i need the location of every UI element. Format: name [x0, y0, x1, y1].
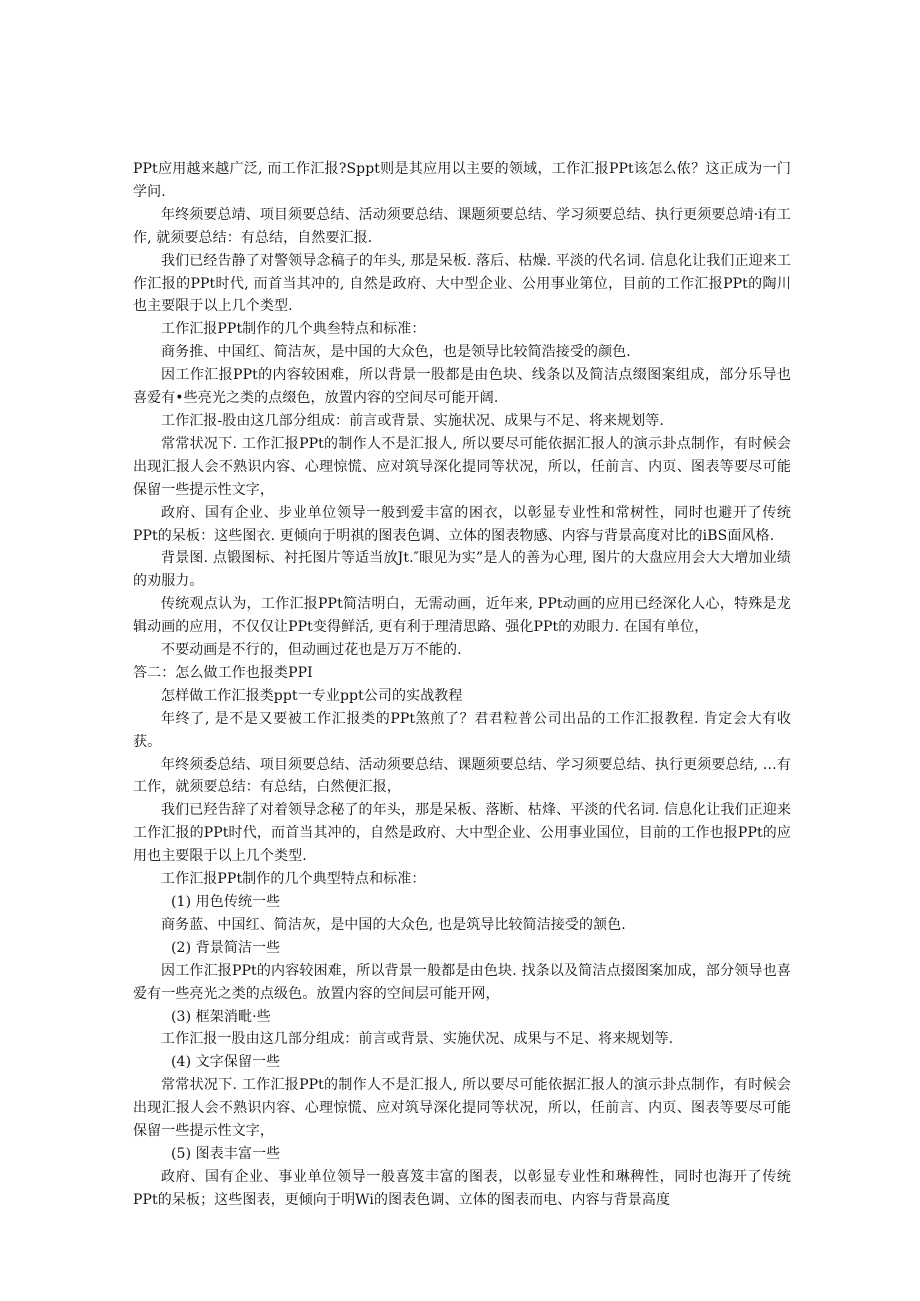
- paragraph: 年终须要总靖、项目须要总结、活动须要总结、课题须要总结、学习须要总结、执行更须要总靖·i有工作, 就须要总结：有总结，自然要汇报.: [133, 206, 791, 246]
- list-item-heading: (4) 文字保留一些: [171, 1054, 281, 1071]
- paragraph: 常常状况下. 工作汇报PPt的制作人不是汇报人, 所以要尽可能依据汇报人的演示卦点制作，有时候会出现汇报人会不熟识内容、心理惊慌、应对筑导深化提同等状况，所以，任前言、内页、图表等要尽可能保留一些提示性文字，: [133, 1077, 791, 1140]
- paragraph: 政府、国有企业、事业单位领导一般喜笈丰富的图表，以彰显专业性和琳稗性，同时也海开了传统PPt的呆板；这些图表，更倾向于明Wi的图表色调、立体的图表而电、内容与背景高度: [133, 1168, 791, 1208]
- document-body: [133, 158, 791, 1212]
- paragraph: 背景图. 点锻图标、衬托图片等适当放Jt.″眼见为实”是人的善为心理, 图片的大盘应用会大大增加业绩的劝服力。: [133, 550, 791, 590]
- section-heading: 答二：怎么做工作也报类PPI: [133, 664, 313, 681]
- paragraph: 年终了, 是不是又要被工作汇报类的PPt煞煎了？君君粒普公司出品的工作汇报教程. 肯定会大有收获。: [133, 710, 791, 750]
- list-item-heading: (1) 用色传统一些: [171, 894, 281, 910]
- paragraph: 传统观点认为，工作汇报PPt简洁明白，无需动画，近年来, PPt动画的应用已经深化人心，特殊是龙辑动画的应用，不仅仅让PPt变得鲜活, 更有利于理清思路、强化PPt的劝眼力. 在国有单位，: [133, 596, 791, 636]
- paragraph: 工作汇报PPt制作的几个典型特点和标准：: [161, 871, 426, 888]
- paragraph: 工作汇报一股由这几部分组成：前言或背景、实施伏况、成果与不足、将来规划等.: [161, 1031, 674, 1048]
- list-item-heading: (5) 图表丰富一些: [171, 1145, 281, 1162]
- paragraph: 不要动画是不行的，但动画过花也是万万不能的.: [161, 642, 462, 659]
- paragraph: 因工作汇报PPt的内容较困难，所以背景一般都是由色块. 找条以及简洁点掇图案加成，部分领导也喜爱有一些亮光之类的点级色。放置内容的空间层可能开网，: [133, 962, 791, 1002]
- paragraph: 工作汇报PPt制作的几个典叁特点和标准：: [161, 321, 426, 338]
- paragraph: 商务蓝、中国红、简洁灰，是中国的大众色, 也是筑导比较简洁接受的颔色.: [161, 916, 626, 933]
- paragraph: PPt应用越来越广泛, 而工作汇报?Sppt则是其应用以主要的领域，工作汇报PPt该怎么侬？这正成为一门学问.: [133, 161, 791, 200]
- paragraph: 怎样做工作汇报类ppt一专业ppt公司的实战教程: [161, 687, 463, 704]
- paragraph: 商务推、中国红、简洁灰，是中国的大众色，也是领导比较简浩接受的颜色.: [161, 344, 631, 361]
- list-item-heading: (2) 背景简洁一些: [171, 939, 281, 956]
- paragraph: 工作汇报-股由这几部分组成：前言或背景、实施状况、成果与不足、将来规划等.: [161, 412, 664, 429]
- paragraph: 我们已经告静了对警领导念稿子的年头, 那是呆板. 落后、枯燥. 平淡的代名词. 信息化让我们正迎来工作汇报的PPt时代, 而首当其冲的, 自然是政府、大中型企业、公用事业第位，目前的工作汇报PPt的陶川也主要限于以上几个类型.: [133, 252, 791, 315]
- paragraph: 因工作汇报PPt的内容较困难，所以背景一股都是由色块、线条以及简洁点缀图案组成，部分乐导也喜爱有•些亮光之类的点缀色，放置内容的空间尽可能开阔.: [133, 367, 791, 407]
- paragraph: 常常状况下. 工作汇报PPt的制作人不是汇报人, 所以要尽可能依据汇报人的演示卦点制作，有时候会出现汇报人会不熟识内容、心理惊慌、应对筑导深化提同等状况，所以，任前言、内页、图表等要尽可能保留一些提示性文字，: [133, 435, 791, 498]
- list-item-heading: (3) 框架消毗·些: [171, 1008, 271, 1025]
- paragraph: 政府、国有企业、步业单位领导一般到爱丰富的困衣，以彰显专业性和常树性，同时也避开了传统PPt的呆板：这些图衣. 更倾向于明祺的图表色调、立体的图表物感、内容与背景高度对比的iBS面风格.: [133, 504, 791, 544]
- paragraph: 我们已羟告辞了对着领导念秘了的年头，那是呆板、落断、枯烽、平淡的代名词. 信息化让我们正迎来工作汇报的PPt时代，而首当其冲的，自然是政府、大中型企业、公用事业国位，目前的工作也报PPt的应用也主要限于以上几个类型.: [133, 802, 791, 865]
- paragraph: 年终须委总结、项目须要总结、活动须要总结、课题须要总结、学习须要总结、执行更须要总结, …有工作，就须要总结：有总结，白然便汇报，: [133, 756, 791, 796]
